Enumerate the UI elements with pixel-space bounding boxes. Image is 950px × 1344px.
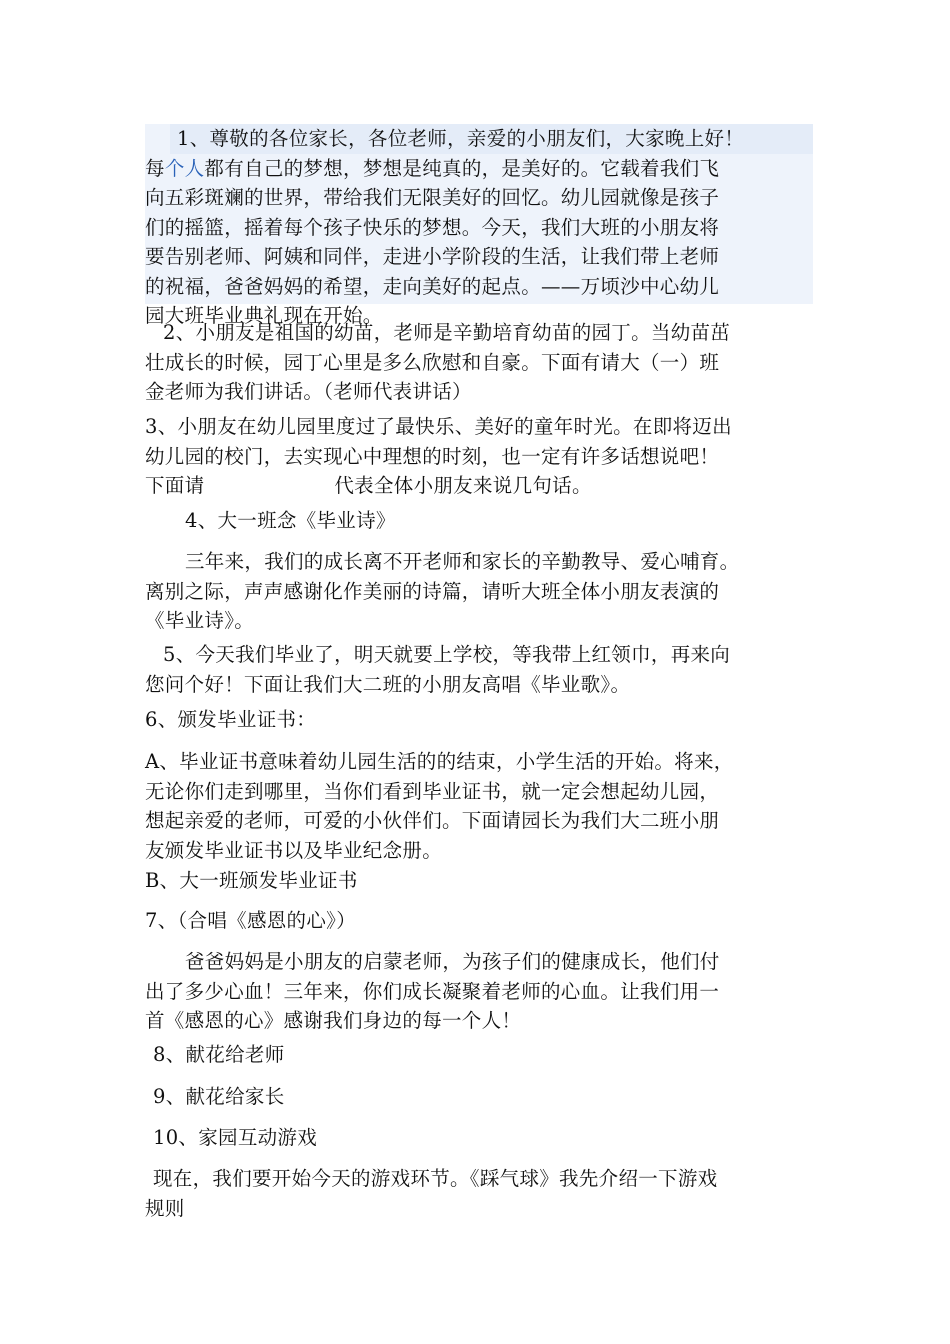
paragraph-4 bbox=[145, 506, 810, 536]
text-line: 2、小朋友是祖国的幼苗，老师是辛勤培育幼苗的园丁。当幼苗茁 bbox=[163, 321, 731, 344]
paragraph-12 bbox=[145, 1040, 810, 1070]
text-line: 们的摇篮，摇着每个孩子快乐的梦想。今天，我们大班的小朋友将 bbox=[145, 215, 720, 239]
paragraph-14 bbox=[145, 1123, 810, 1153]
text-line: 的祝福，爸爸妈妈的希望，走向美好的起点。——万顷沙中心幼儿 bbox=[145, 274, 720, 298]
paragraph-10 bbox=[145, 906, 810, 936]
text-line: 您问个好！下面让我们大二班的小朋友高唱《毕业歌》。 bbox=[145, 672, 631, 696]
paragraph-3 bbox=[145, 412, 810, 501]
text-line: 3、小朋友在幼儿园里度过了最快乐、美好的童年时光。在即将迈出 bbox=[145, 415, 732, 438]
text-line: 园大班毕业典礼现在开始。 bbox=[145, 304, 383, 327]
text-line: 向五彩斑斓的世界，带给我们无限美好的回忆。幼儿园就像是孩子 bbox=[145, 186, 720, 209]
paragraph-5 bbox=[145, 547, 810, 636]
text-line: 现在，我们要开始今天的游戏环节。《踩气球》我先介绍一下游戏 bbox=[153, 1167, 718, 1190]
paragraph-2 bbox=[145, 318, 810, 407]
text-line: 5、今天我们毕业了，明天就要上学校，等我带上红领巾，再来向 bbox=[163, 643, 731, 666]
text-line: 7、（合唱《感恩的心》） bbox=[145, 909, 357, 932]
text-line: 出了多少心血！三年来，你们成长凝聚着老师的心血。让我们用一 bbox=[145, 979, 720, 1003]
text-line: A、毕业证书意味着幼儿园生活的的结束，小学生活的开始。将来， bbox=[145, 750, 734, 773]
text-line: 友颁发毕业证书以及毕业纪念册。 bbox=[145, 838, 443, 862]
text-line: 离别之际，声声感谢化作美丽的诗篇，请听大班全体小朋友表演的 bbox=[145, 579, 720, 603]
text-line: 4、大一班念《毕业诗》 bbox=[185, 509, 396, 532]
text-fragment: 每 bbox=[145, 156, 165, 180]
paragraph-8 bbox=[145, 747, 810, 865]
text-line: 无论你们走到哪里，当你们看到毕业证书，就一定会想起幼儿园， bbox=[145, 779, 720, 803]
text-line: 爸爸妈妈是小朋友的启蒙老师，为孩子们的健康成长，他们付 bbox=[185, 950, 720, 973]
paragraph-6 bbox=[145, 640, 810, 699]
text-line: 幼儿园的校门，去实现心中理想的时刻，也一定有许多话想说吧！ bbox=[145, 444, 720, 468]
text-line bbox=[145, 154, 810, 184]
text-line: 8、献花给老师 bbox=[153, 1043, 285, 1066]
text-line: B、大一班颁发毕业证书 bbox=[145, 869, 358, 892]
text-line: 首《感恩的心》感谢我们身边的每一个人！ bbox=[145, 1009, 522, 1032]
text-line: 壮成长的时候，园丁心里是多么欣慰和自豪。下面有请大（一）班 bbox=[145, 350, 720, 374]
paragraph-7 bbox=[145, 705, 810, 735]
text-line: 三年来，我们的成长离不开老师和家长的辛勤教导、爱心哺育。 bbox=[185, 550, 740, 573]
text-line: 金老师为我们讲话。（老师代表讲话） bbox=[145, 380, 472, 403]
paragraph-11 bbox=[145, 947, 810, 1036]
text-line: 下面请 代表全体小朋友来说几句话。 bbox=[145, 474, 592, 497]
text-fragment: 个人 bbox=[164, 156, 205, 180]
paragraph-9 bbox=[145, 866, 810, 896]
paragraph-15 bbox=[145, 1164, 810, 1223]
paragraph-opening bbox=[145, 124, 810, 331]
text-line: 《毕业诗》。 bbox=[145, 609, 255, 632]
text-line: 9、献花给家长 bbox=[153, 1085, 285, 1108]
text-line: 规则 bbox=[145, 1196, 185, 1220]
text-fragment: 都有自己的梦想，梦想是纯真的，是美好的。它载着我们飞 bbox=[204, 156, 720, 180]
text-line: 10、家园互动游戏 bbox=[153, 1126, 318, 1149]
text-line: 6、颁发毕业证书： bbox=[145, 708, 317, 731]
text-line: 想起亲爱的老师，可爱的小伙伴们。下面请园长为我们大二班小朋 bbox=[145, 809, 720, 832]
text-line: 要告别老师、阿姨和同伴，走进小学阶段的生活，让我们带上老师 bbox=[145, 245, 720, 268]
paragraph-13 bbox=[145, 1082, 810, 1112]
text-line: 1、尊敬的各位家长，各位老师，亲爱的小朋友们，大家晚上好！ bbox=[177, 127, 745, 150]
